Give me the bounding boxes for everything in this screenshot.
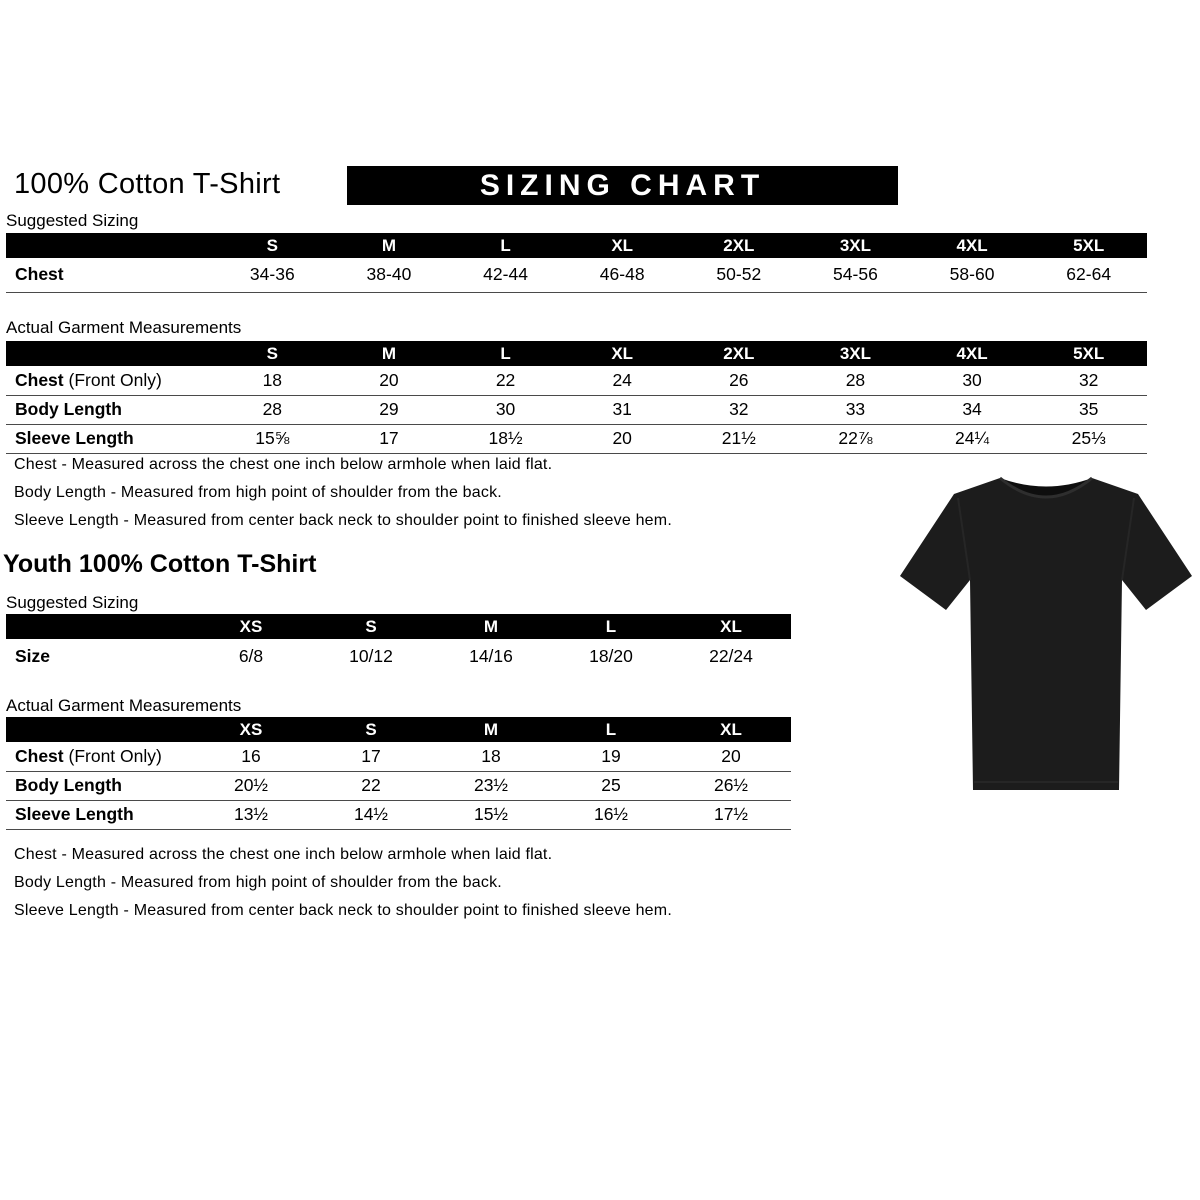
- row-label: Body Length: [15, 399, 122, 419]
- size-header-l: L: [447, 233, 564, 258]
- adult-note-chest: Chest - Measured across the chest one inch below armhole when laid flat.: [14, 456, 553, 473]
- cell: 26½: [671, 771, 791, 800]
- size-header-m: M: [431, 614, 551, 639]
- cell: 31: [564, 395, 681, 424]
- cell: 46-48: [564, 258, 681, 292]
- cell: 34: [914, 395, 1031, 424]
- youth-note-body-length: Body Length - Measured from high point of shoulder from the back.: [14, 874, 502, 891]
- cell: 18: [431, 742, 551, 771]
- cell: 28: [797, 366, 914, 395]
- cell: 32: [681, 395, 798, 424]
- cell: 20: [564, 424, 681, 453]
- youth-suggested-table: [6, 614, 791, 673]
- cell: 22: [311, 771, 431, 800]
- youth-body-length-row: [6, 771, 791, 800]
- adult-suggested-header-row: [6, 233, 1147, 258]
- cell: 30: [914, 366, 1031, 395]
- cell: 30: [447, 395, 564, 424]
- sizing-chart-banner: SIZING CHART: [347, 166, 898, 205]
- adult-actual-header-row: [6, 341, 1147, 366]
- size-header-s: S: [311, 614, 431, 639]
- cell: 38-40: [331, 258, 448, 292]
- cell: 18½: [447, 424, 564, 453]
- cell: 13½: [191, 800, 311, 829]
- cell: 17: [331, 424, 448, 453]
- cell: 33: [797, 395, 914, 424]
- cell: 25⅓: [1030, 424, 1147, 453]
- youth-suggested-label: Suggested Sizing: [6, 593, 139, 612]
- row-label: Sleeve Length: [15, 428, 134, 448]
- tshirt-image: [896, 468, 1196, 808]
- cell: 28: [214, 395, 331, 424]
- adult-note-sleeve-length: Sleeve Length - Measured from center back neck to shoulder point to finished sleeve hem.: [14, 512, 672, 529]
- cell: 22: [447, 366, 564, 395]
- adult-note-body-length: Body Length - Measured from high point of shoulder from the back.: [14, 484, 502, 501]
- row-label: Sleeve Length: [15, 804, 134, 824]
- cell: 26: [681, 366, 798, 395]
- row-label: Body Length: [15, 775, 122, 795]
- cell: 19: [551, 742, 671, 771]
- row-label: Chest: [15, 264, 64, 285]
- cell: 62-64: [1030, 258, 1147, 292]
- size-header-xl: XL: [564, 233, 681, 258]
- cell: 42-44: [447, 258, 564, 292]
- cell: 20½: [191, 771, 311, 800]
- youth-actual-table: [6, 717, 791, 830]
- cell: 16: [191, 742, 311, 771]
- size-header-4xl: 4XL: [914, 341, 1031, 366]
- size-header-xl: XL: [671, 717, 791, 742]
- cell: 16½: [551, 800, 671, 829]
- adult-chest-row: [6, 366, 1147, 395]
- size-header-xs: XS: [191, 614, 311, 639]
- cell: 32: [1030, 366, 1147, 395]
- cell: 22/24: [709, 645, 753, 666]
- header-spacer: [6, 233, 214, 258]
- cell: 24: [564, 366, 681, 395]
- size-header-2xl: 2XL: [681, 341, 798, 366]
- adult-suggested-table: [6, 233, 1147, 293]
- size-header-l: L: [447, 341, 564, 366]
- adult-body-length-row: [6, 395, 1147, 424]
- size-header-l: L: [551, 614, 671, 639]
- cell: 21½: [681, 424, 798, 453]
- size-header-3xl: 3XL: [797, 233, 914, 258]
- header-spacer: [6, 717, 191, 742]
- cell: 15½: [431, 800, 551, 829]
- cell: 17: [311, 742, 431, 771]
- cell: 25: [551, 771, 671, 800]
- size-header-l: L: [551, 717, 671, 742]
- cell: 10/12: [349, 645, 393, 666]
- page-title: 100% Cotton T-Shirt: [14, 168, 281, 200]
- cell: 14/16: [469, 645, 513, 666]
- adult-chest-suggested-row: [6, 258, 1147, 292]
- size-header-s: S: [214, 233, 331, 258]
- youth-note-sleeve-length: Sleeve Length - Measured from center back neck to shoulder point to finished sleeve hem.: [14, 902, 672, 919]
- row-label: Size: [15, 645, 51, 666]
- row-label-cell: [6, 771, 191, 800]
- youth-actual-header-row: [6, 717, 791, 742]
- cell: 18: [214, 366, 331, 395]
- adult-suggested-label: Suggested Sizing: [6, 211, 139, 230]
- size-header-s: S: [214, 341, 331, 366]
- tshirt-body-shape: [900, 478, 1192, 790]
- youth-suggested-header-row: [6, 614, 791, 639]
- row-label-cell: [6, 258, 214, 292]
- youth-section-title: Youth 100% Cotton T-Shirt: [3, 550, 317, 578]
- cell: 34-36: [214, 258, 331, 292]
- row-label-cell: [6, 639, 191, 673]
- size-header-4xl: 4XL: [914, 233, 1031, 258]
- size-header-xl: XL: [564, 341, 681, 366]
- cell: 14½: [311, 800, 431, 829]
- cell: 20: [331, 366, 448, 395]
- adult-actual-table: [6, 341, 1147, 454]
- row-label-cell: [6, 742, 191, 771]
- cell: 35: [1030, 395, 1147, 424]
- size-header-xs: XS: [191, 717, 311, 742]
- row-label-cell: [6, 395, 214, 424]
- cell: 20: [671, 742, 791, 771]
- row-label-cell: [6, 800, 191, 829]
- youth-size-row: [6, 639, 791, 673]
- cell: 50-52: [681, 258, 798, 292]
- row-label: Chest: [15, 369, 64, 390]
- cell: 29: [331, 395, 448, 424]
- row-label-cell: [6, 366, 214, 395]
- adult-actual-label: Actual Garment Measurements: [6, 318, 242, 337]
- cell: 22⅞: [797, 424, 914, 453]
- header-spacer: [6, 341, 214, 366]
- size-header-2xl: 2XL: [681, 233, 798, 258]
- row-label-cell: [6, 424, 214, 453]
- cell: 24¼: [914, 424, 1031, 453]
- size-header-m: M: [331, 233, 448, 258]
- size-header-5xl: 5XL: [1030, 233, 1147, 258]
- cell: 15⅝: [214, 424, 331, 453]
- youth-actual-label: Actual Garment Measurements: [6, 696, 242, 715]
- cell: 23½: [431, 771, 551, 800]
- row-label-note: (Front Only): [63, 369, 162, 390]
- row-label-note: (Front Only): [63, 745, 162, 766]
- youth-note-chest: Chest - Measured across the chest one inch below armhole when laid flat.: [14, 846, 553, 863]
- youth-sleeve-length-row: [6, 800, 791, 829]
- size-header-3xl: 3XL: [797, 341, 914, 366]
- row-label: Chest: [15, 745, 64, 766]
- cell: 6/8: [238, 645, 264, 666]
- cell: 58-60: [914, 258, 1031, 292]
- cell: 54-56: [797, 258, 914, 292]
- size-header-m: M: [431, 717, 551, 742]
- size-header-m: M: [331, 341, 448, 366]
- cell: 17½: [671, 800, 791, 829]
- youth-chest-row: [6, 742, 791, 771]
- header-spacer: [6, 614, 191, 639]
- size-header-5xl: 5XL: [1030, 341, 1147, 366]
- size-header-s: S: [311, 717, 431, 742]
- cell: 18/20: [589, 645, 633, 666]
- size-header-xl: XL: [671, 614, 791, 639]
- adult-sleeve-length-row: [6, 424, 1147, 453]
